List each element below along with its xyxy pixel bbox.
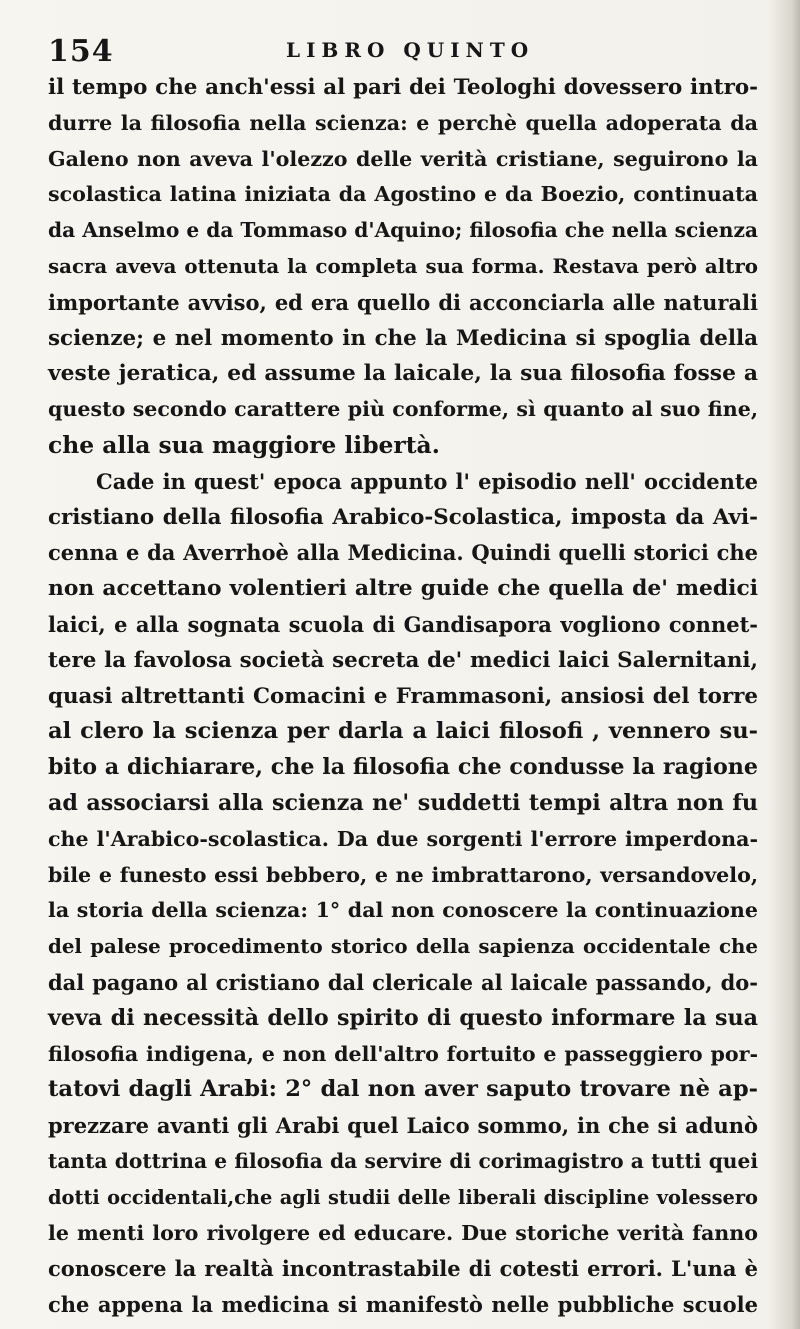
page-header: [48, 30, 748, 70]
text-line: dal pagano al cristiano dal clericale al laicale passando, do-: [48, 969, 758, 995]
text-line: quasi altrettanti Comacini e Frammasoni, ansiosi del torre: [48, 683, 758, 709]
text-line: veste jeratica, ed assume la laicale, la sua filosofia fosse a: [48, 361, 758, 387]
text-line: tanta dottrina e filosofia da servire di corimagistro a tutti quei: [48, 1148, 758, 1173]
text-line: cristiano della filosofia Arabico-Scolastica, imposta da Avi-: [48, 504, 758, 530]
text-line: veva di necessità dello spirito di questo informare la sua: [48, 1004, 758, 1031]
text-line: non accettano volentieri altre guide che quella de' medici: [48, 576, 758, 602]
page-number: 154: [48, 34, 114, 69]
text-line: del palese procedimento storico della sapienza occidentale che: [48, 934, 758, 959]
text-line: laici, e alla sognata scuola di Gandisapora vogliono connet-: [48, 611, 758, 637]
text-line: bito a dichiarare, che la filosofia che condusse la ragione: [48, 754, 758, 781]
text-line: scienze; e nel momento in che la Medicina si spoglia della: [48, 325, 758, 351]
text-line: tatovi dagli Arabi: 2° dal non aver saputo trovare nè ap-: [48, 1076, 758, 1103]
text-line: prezzare avanti gli Arabi quel Laico sommo, in che si adunò: [48, 1113, 758, 1139]
text-line: filosofia indigena, e non dell'altro fortuito e passeggiero por-: [48, 1041, 758, 1066]
paragraph-end-line: che alla sua maggiore libertà.: [48, 430, 440, 459]
text-line: bile e funesto essi bebbero, e ne imbrattarono, versandovelo,: [48, 862, 758, 887]
text-line: durre la filosofia nella scienza: e perchè quella adoperata da: [48, 110, 758, 135]
text-line: questo secondo carattere più conforme, sì quanto al suo fine,: [48, 397, 758, 422]
paragraph-first-line: Cade in quest' epoca appunto l' episodio nell' occidente: [96, 468, 758, 494]
text-line: da Anselmo e da Tommaso d'Aquino; filosofia che nella scienza: [48, 218, 758, 243]
text-line: importante avviso, ed era quello di acconciarla alle naturali: [48, 289, 758, 315]
text-line: che l'Arabico-scolastica. Da due sorgenti l'errore imperdona-: [48, 826, 758, 851]
text-line: la storia della scienza: 1° dal non conoscere la continuazione: [48, 898, 758, 923]
text-line: cenna e da Averrhoè alla Medicina. Quindi quelli storici che: [48, 540, 758, 566]
text-line: il tempo che anch'essi al pari dei Teologhi dovessero intro-: [48, 75, 758, 100]
text-line: sacra aveva ottenuta la completa sua forma. Restava però altro: [48, 253, 758, 278]
text-line: le menti loro rivolgere ed educare. Due storiche verità fanno: [48, 1220, 758, 1245]
text-line: al clero la scienza per darla a laici filosofi , vennero su-: [48, 718, 758, 745]
body-text: [48, 70, 758, 1323]
text-line: ad associarsi alla scienza ne' suddetti tempi altra non fu: [48, 789, 758, 816]
text-line: scolastica latina iniziata da Agostino e da Boezio, continuata: [48, 182, 758, 207]
text-line: tere la favolosa società secreta de' medici laici Salernitani,: [48, 647, 758, 673]
text-line: Galeno non aveva l'olezzo delle verità cristiane, seguirono la: [48, 146, 758, 171]
text-line: dotti occidentali,che agli studii delle liberali discipline volessero: [48, 1185, 758, 1209]
text-line: conoscere la realtà incontrastabile di cotesti errori. L'una è: [48, 1256, 758, 1282]
running-title: LIBRO QUINTO: [286, 38, 535, 62]
text-line: che appena la medicina si manifestò nelle pubbliche scuole: [48, 1292, 758, 1318]
